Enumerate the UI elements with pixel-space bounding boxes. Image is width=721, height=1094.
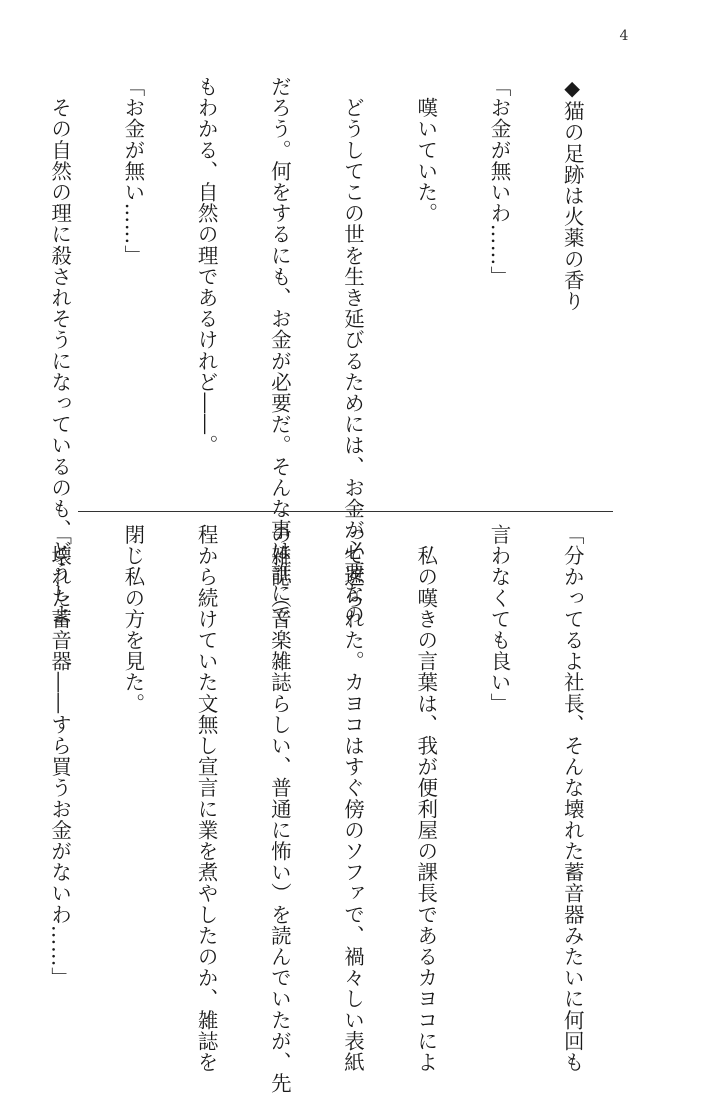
text-line: 閉じ私の方を見た。 (120, 524, 145, 714)
text-line: 嘆いていた。 (413, 76, 438, 224)
text-line: 言わなくても良い」 (486, 524, 511, 714)
text-line: もわかる、自然の理であるけれど――。 (194, 76, 219, 456)
text-line: その自然の理に殺されそうになっているのも、どうしよ (47, 76, 72, 625)
text-line: の雑誌（音楽雑誌らしい、普通に怖い）を読んでいたが、先 (267, 524, 292, 1094)
text-line: 「壊れた蓄音器――すら買うお金がないわ……」 (47, 524, 72, 989)
section-divider (78, 511, 613, 512)
text-line: だろう。何をするにも、お金が必要だ。そんな事は誰にで (267, 76, 292, 625)
page-number: 4 (619, 28, 629, 44)
text-line: どうしてこの世を生き延びるためには、お金が必要なの (340, 76, 365, 625)
text-line: 「分かってるよ社長、そんな壊れた蓄音器みたいに何回も (560, 524, 585, 1073)
text-line: 程から続けていた文無し宣言に業を煮やしたのか、雑誌を (194, 524, 219, 1073)
text-line: 「お金が無い……」 (120, 76, 145, 266)
lower-text-column-block (47, 524, 633, 1094)
text-line: って遮られた。カヨコはすぐ傍のソファで、禍々しい表紙 (340, 524, 365, 1073)
chapter-heading: ◆猫の足跡は火薬の香り (560, 76, 585, 312)
text-line: 「お金が無いわ……」 (486, 76, 511, 287)
text-line: 私の嘆きの言葉は、我が便利屋の課長であるカヨコによ (413, 524, 438, 1073)
